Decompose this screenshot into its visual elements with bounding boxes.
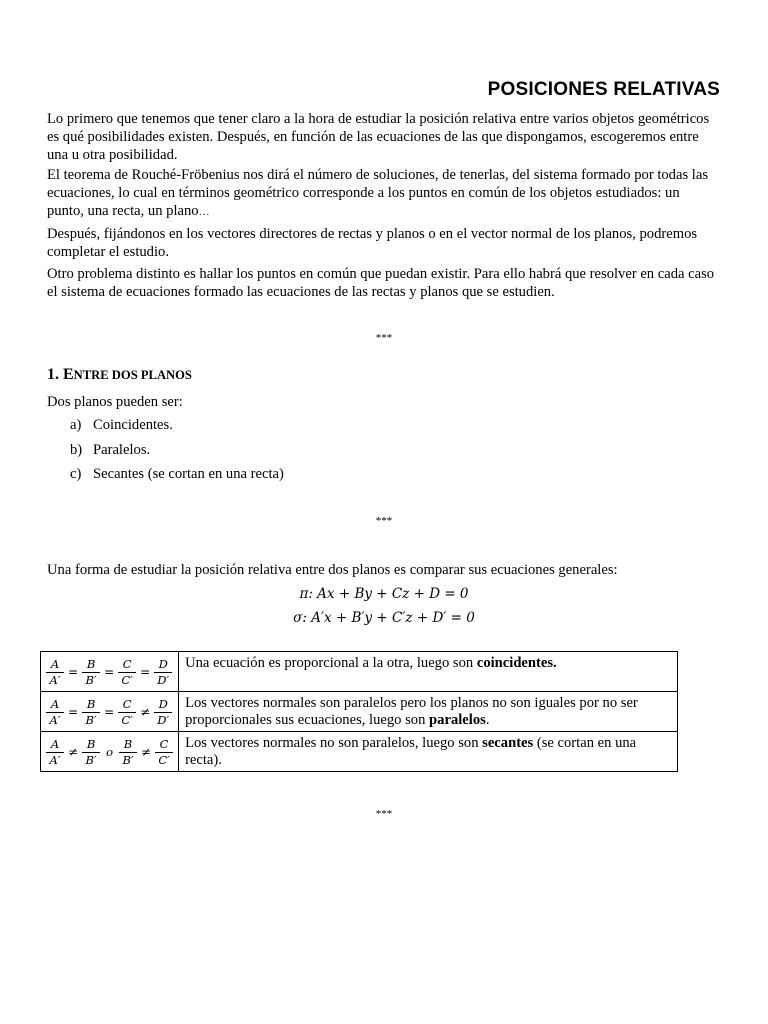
list-item-text: Paralelos. <box>93 442 151 458</box>
fraction <box>119 738 137 767</box>
fraction <box>82 738 100 767</box>
separator-3: *** <box>375 808 393 820</box>
section-title-rest: NTRE DOS PLANOS <box>73 368 192 382</box>
fraction <box>82 658 100 687</box>
condition-cell <box>41 692 179 732</box>
section-title-initial: E <box>63 366 74 383</box>
condition-math <box>43 694 176 730</box>
condition-math <box>43 654 176 690</box>
fraction-numerator: B <box>82 658 100 673</box>
fraction-denominator: B′ <box>85 672 97 687</box>
relation-symbol: ≠ <box>68 744 79 759</box>
description-bold: coincidentes. <box>476 655 557 671</box>
fraction-numerator: A <box>46 658 64 673</box>
fraction-denominator: A′ <box>49 712 61 727</box>
fraction <box>154 658 172 687</box>
fraction <box>118 658 136 687</box>
page-title: POSICIONES RELATIVAS <box>487 79 720 100</box>
fraction <box>46 658 64 687</box>
intro-paragraph-2-text: El teorema de Rouché-Fröbenius nos dirá el número de soluciones, de tenerlas, del sistema formado por todas las ecuaciones, lo cual en términos geométrico corresponde a los puntos en común de los objetos estudiados: un punto, una recta, un plano <box>47 167 708 219</box>
description-bold: paralelos <box>429 712 486 728</box>
conditions-table <box>40 651 678 772</box>
fraction-denominator: C′ <box>121 672 133 687</box>
list-item <box>70 441 150 459</box>
intro-paragraph-2 <box>47 166 719 221</box>
condition-math <box>43 734 176 770</box>
fraction-denominator: B′ <box>85 752 97 767</box>
list-item-label: c) <box>70 466 82 482</box>
intro-paragraph-4: Otro problema distinto es hallar los puntos en común que puedan existir. Para ello habrá que resolver en cada caso el sistema de ecuaciones formado las ecuaciones de las rectas y planos que se estudien. <box>47 266 715 300</box>
table-row <box>41 732 678 772</box>
intro-paragraph-1: Lo primero que tenemos que tener claro a la hora de estudiar la posición relativa entre varios objetos geométricos es qué posibilidades existen. Después, en función de las ecuaciones de las que dispongamos, escogeremos entre una u otra posibilidad. <box>47 111 710 163</box>
condition-cell <box>41 732 179 772</box>
relation-symbol: ≠ <box>141 744 152 759</box>
separator-2: *** <box>375 515 393 527</box>
relation-symbol: ≠ <box>140 704 151 719</box>
fraction-denominator: C′ <box>158 752 170 767</box>
section-lead: Dos planos pueden ser: <box>47 394 183 410</box>
compare-text: Una forma de estudiar la posición relativa entre dos planos es comparar sus ecuaciones generales: <box>47 562 618 578</box>
fraction-numerator: D <box>154 658 172 673</box>
list-item <box>70 416 173 434</box>
relation-symbol: = <box>104 704 115 719</box>
fraction-numerator: B <box>82 738 100 753</box>
intro-paragraph-3: Después, fijándonos en los vectores directores de rectas y planos o en el vector normal de los planos, podremos completar el estudio. <box>47 226 698 260</box>
list-item-text: Coincidentes. <box>93 417 173 433</box>
fraction <box>155 738 173 767</box>
fraction-numerator: C <box>118 698 136 713</box>
fraction-numerator: A <box>46 738 64 753</box>
fraction-denominator: C′ <box>121 712 133 727</box>
fraction-denominator: B′ <box>85 712 97 727</box>
fraction <box>82 698 100 727</box>
description-cell <box>179 652 678 692</box>
description-after: . <box>485 712 490 728</box>
equation-sigma: σ: A′x + B′y + C′z + D′ = 0 <box>293 610 475 626</box>
relation-symbol: = <box>140 664 151 679</box>
fraction-denominator: A′ <box>49 672 61 687</box>
description-text: Los vectores normales no son paralelos, luego son <box>185 735 483 751</box>
fraction-numerator: C <box>118 658 136 673</box>
relation-word: o <box>106 744 113 759</box>
list-item <box>70 465 284 483</box>
fraction-numerator: B <box>82 698 100 713</box>
fraction <box>46 738 64 767</box>
separator-1: *** <box>375 332 393 344</box>
ellipsis: … <box>198 206 210 218</box>
equation-pi: π: Ax + By + Cz + D = 0 <box>299 586 469 602</box>
description-bold: secantes <box>482 735 534 751</box>
description-cell <box>179 692 678 732</box>
description-cell <box>179 732 678 772</box>
fraction-numerator: B <box>119 738 137 753</box>
relation-symbol: = <box>104 664 115 679</box>
fraction <box>46 698 64 727</box>
section-heading <box>47 366 192 384</box>
fraction-denominator: A′ <box>49 752 61 767</box>
section-number: 1. <box>47 366 63 383</box>
fraction-denominator: B′ <box>122 752 134 767</box>
relation-symbol: = <box>68 664 79 679</box>
fraction-numerator: D <box>154 698 172 713</box>
list-item-text: Secantes (se cortan en una recta) <box>93 466 284 482</box>
table-row <box>41 692 678 732</box>
description-text: Una ecuación es proporcional a la otra, luego son <box>185 655 477 671</box>
list-item-label: a) <box>70 417 82 433</box>
fraction-numerator: A <box>46 698 64 713</box>
list-item-label: b) <box>70 442 83 458</box>
fraction <box>154 698 172 727</box>
fraction <box>118 698 136 727</box>
condition-cell <box>41 652 179 692</box>
description-after: (se cortan en una recta). <box>185 735 637 768</box>
table-row <box>41 652 678 692</box>
relation-symbol: = <box>68 704 79 719</box>
fraction-denominator: D′ <box>157 712 170 727</box>
fraction-denominator: D′ <box>157 672 170 687</box>
description-text: Los vectores normales son paralelos pero los planos no son iguales por no ser proporcionales sus ecuaciones, luego son <box>185 695 638 728</box>
fraction-numerator: C <box>155 738 173 753</box>
